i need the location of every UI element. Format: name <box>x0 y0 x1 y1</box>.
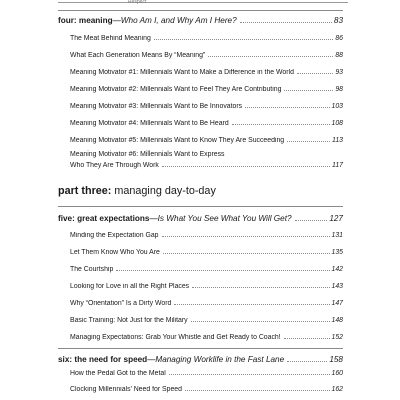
dot-leader <box>240 22 332 23</box>
toc-entry[interactable] <box>70 35 343 42</box>
page-number: 142 <box>331 266 343 273</box>
page-number: 113 <box>332 137 343 144</box>
chapter-rule <box>58 206 343 207</box>
toc-entry[interactable] <box>70 266 343 273</box>
chapter-four-entry[interactable]: four: meaning—Who Am I, and Why Am I Here? 83 <box>58 16 343 25</box>
page-number: 152 <box>331 334 343 341</box>
chapter-title: five: great expectations <box>58 214 150 223</box>
toc-entry[interactable] <box>70 334 343 341</box>
entry-label: Managing Expectations: Grab Your Whistle and Get Ready to Coach! <box>70 334 281 341</box>
toc-entry[interactable] <box>70 283 343 290</box>
chapter-subtitle: Managing Worklife in the Fast Lane <box>155 355 285 364</box>
page-number: 143 <box>331 283 343 290</box>
dot-leader <box>287 141 330 142</box>
chapter-five-entry[interactable]: five: great expectations—Is What You See What You Will Get? 127 <box>58 214 343 223</box>
toc-entry[interactable] <box>70 317 343 324</box>
toc-entry[interactable] <box>70 103 343 110</box>
entry-label: Meaning Motivator #1: Millennials Want to Make a Difference in the World <box>70 69 294 76</box>
toc-entry[interactable] <box>70 232 343 239</box>
page-number: 98 <box>335 86 343 93</box>
part-title: managing day-to-day <box>111 185 216 197</box>
toc-entry[interactable] <box>70 69 343 76</box>
entry-label: Let Them Know Who You Are <box>70 249 160 256</box>
part-number: part three: <box>58 185 112 197</box>
chapter-rule <box>58 10 343 11</box>
dot-leader <box>284 90 333 91</box>
entry-label: The Courtship <box>70 266 114 273</box>
page-number: 127 <box>329 214 343 223</box>
page-number: 162 <box>331 386 343 393</box>
toc-entry[interactable] <box>70 86 343 93</box>
toc-entry[interactable] <box>70 300 343 307</box>
dot-leader <box>287 361 327 362</box>
chapter-title: four: meaning <box>58 16 113 25</box>
entry-label: What Each Generation Means By “Meaning” <box>70 52 206 59</box>
toc-entry[interactable] <box>70 52 343 59</box>
dot-leader <box>154 39 334 40</box>
page-number: 160 <box>331 370 343 377</box>
entry-label: Meaning Motivator #5: Millennials Want to Know They Are Succeeding <box>70 137 285 144</box>
entry-label: Minding the Expectation Gap <box>70 232 159 239</box>
dot-leader <box>208 56 333 57</box>
dot-leader <box>192 287 329 288</box>
entry-label: Why “Orientation” Is a Dirty Word <box>70 300 172 307</box>
crop-mark-text: Respect <box>128 0 147 5</box>
dot-leader <box>191 321 330 322</box>
entry-label: How the Pedal Got to the Metal <box>70 370 166 377</box>
dot-leader <box>174 304 329 305</box>
dot-leader <box>284 338 330 339</box>
page-number: 108 <box>331 120 343 127</box>
entry-label: The Meat Behind Meaning <box>70 35 151 42</box>
chapter-six-entry[interactable]: six: the need for speed—Managing Worklife in the Fast Lane 158 <box>58 355 343 364</box>
entry-label: Who They Are Through Work <box>70 162 159 169</box>
chapter-subtitle: Is What You See What You Will Get? <box>157 214 292 223</box>
page-number: 148 <box>331 317 343 324</box>
dot-leader <box>169 374 330 375</box>
chapter-title: six: the need for speed <box>58 355 148 364</box>
toc-entry-line2 <box>70 162 343 169</box>
dot-leader <box>116 270 329 271</box>
page-number: 147 <box>331 300 343 307</box>
chapter-subtitle: Who Am I, and Why Am I Here? <box>120 16 237 25</box>
page-number: 93 <box>335 69 343 76</box>
page-number: 103 <box>331 103 343 110</box>
page-number: 158 <box>329 355 343 364</box>
entry-label: Meaning Motivator #2: Millennials Want to Feel They Are Contributing <box>70 86 282 93</box>
toc-entry[interactable] <box>70 386 343 393</box>
entry-label: Clocking Millennials’ Need for Speed <box>70 386 182 393</box>
toc-entry[interactable] <box>70 120 343 127</box>
page-number: 83 <box>333 16 343 25</box>
page-number: 86 <box>335 35 343 42</box>
entry-label: Meaning Motivator #3: Millennials Want to Be Innovators <box>70 103 243 110</box>
dot-leader <box>297 73 333 74</box>
toc-entry[interactable] <box>70 249 343 256</box>
toc-entry[interactable] <box>70 370 343 377</box>
entry-label-line1: Meaning Motivator #6: Millennials Want to Express <box>70 151 225 158</box>
dot-leader <box>185 390 330 391</box>
dot-leader <box>245 107 329 108</box>
entry-label: Looking for Love in all the Right Places <box>70 283 190 290</box>
page-number: 88 <box>335 52 343 59</box>
dot-leader <box>295 220 328 221</box>
dot-leader <box>232 124 330 125</box>
part-heading <box>58 185 216 197</box>
page-number: 135 <box>331 249 343 256</box>
page-number: 117 <box>332 162 343 169</box>
dot-leader <box>162 166 330 167</box>
entry-label: Basic Training: Not Just for the Military <box>70 317 188 324</box>
dot-leader <box>163 253 330 254</box>
entry-label: Meaning Motivator #4: Millennials Want to Be Heard <box>70 120 229 127</box>
chapter-rule <box>58 348 343 349</box>
top-rule <box>58 2 348 3</box>
dot-leader <box>162 236 330 237</box>
toc-entry[interactable] <box>70 137 343 144</box>
page-number: 131 <box>331 232 343 239</box>
